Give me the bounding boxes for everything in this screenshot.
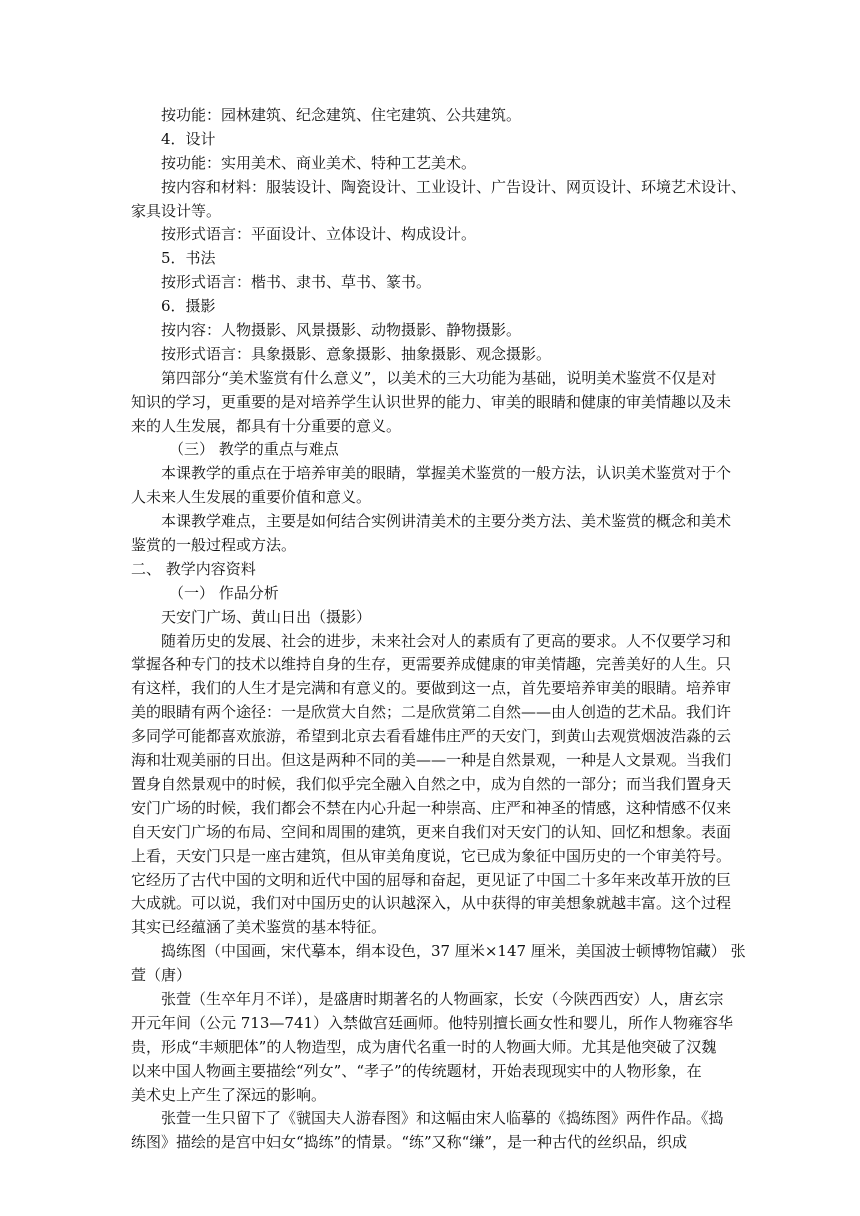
text-line: 其实已经蕴涵了美术鉴赏的基本特征。 <box>131 918 387 937</box>
text-line: 有这样，我们的人生才是完满和有意义的。要做到这一点，首先要培养审美的眼睛。培养审 <box>131 679 732 698</box>
text-line: 4．设计 <box>161 129 216 148</box>
text-line: 天安门广场、黄山日出（摄影） <box>161 607 372 626</box>
text-line: 安门广场的时候，我们都会不禁在内心升起一种崇高、庄严和神圣的情感，这种情感不仅来 <box>131 798 732 817</box>
text-line: 按内容：人物摄影、风景摄影、动物摄影、静物摄影。 <box>161 321 522 340</box>
text-line: 掌握各种专门的技术以维持自身的生存，更需要养成健康的审美情趣，完善美好的人生。只 <box>131 655 732 674</box>
text-line: 练图》描绘的是宫中妇女“捣练”的情景。“练”又称“缣”，是一种古代的丝织品，织成 <box>131 1133 688 1152</box>
text-line: 家具设计等。 <box>131 201 222 220</box>
text-line: （一） 作品分析 <box>169 583 279 602</box>
text-line: 鉴赏的一般过程或方法。 <box>131 536 297 555</box>
text-line: 随着历史的发展、社会的进步，未来社会对人的素质有了更高的要求。人不仅要学习和 <box>161 631 732 650</box>
text-line: 按形式语言：楷书、隶书、草书、篆书。 <box>161 273 432 292</box>
text-line: 自天安门广场的布局、空间和周围的建筑，更来自我们对天安门的认知、回忆和想象。表面 <box>131 822 732 841</box>
text-line: 它经历了古代中国的文明和近代中国的屈辱和奋起，更见证了中国二十多年来改革开放的巨 <box>131 870 732 889</box>
document-body <box>131 104 747 1155</box>
text-line: 张萱一生只留下了《虢国夫人游春图》和这幅由宋人临摹的《捣练图》两件作品。《捣 <box>161 1109 724 1128</box>
text-line: 按形式语言：具象摄影、意象摄影、抽象摄影、观念摄影。 <box>161 344 552 363</box>
text-line: 知识的学习，更重要的是对培养学生认识世界的能力、审美的眼睛和健康的审美情趣以及未 <box>131 392 732 411</box>
text-line: 本课教学的重点在于培养审美的眼睛，掌握美术鉴赏的一般方法，认识美术鉴赏对于个 <box>161 464 732 483</box>
text-line: （三） 教学的重点与难点 <box>169 440 339 459</box>
text-line: 海和壮观美丽的日出。但这是两种不同的美——一种是自然景观，一种是人文景观。当我们 <box>131 751 732 770</box>
text-line: 第四部分“美术鉴赏有什么意义”，以美术的三大功能为基础，说明美术鉴赏不仅是对 <box>161 368 717 387</box>
text-line: 美术史上产生了深远的影响。 <box>131 1085 327 1104</box>
text-line: 贵，形成“丰颊肥体”的人物造型，成为唐代名重一时的人物画大师。尤其是他突破了汉魏 <box>131 1037 717 1056</box>
text-line: 5．书法 <box>161 249 216 268</box>
text-line: 二、 教学内容资料 <box>131 559 256 578</box>
text-line: 美的眼睛有两个途径：一是欣赏大自然；二是欣赏第二自然——由人创造的艺术品。我们许 <box>131 703 732 722</box>
text-line: 按内容和材料：服装设计、陶瓷设计、工业设计、广告设计、网页设计、环境艺术设计、 <box>161 177 747 196</box>
text-line: 置身自然景观中的时候，我们似乎完全融入自然之中，成为自然的一部分；而当我们置身天 <box>131 774 732 793</box>
text-line: 本课教学难点，主要是如何结合实例讲清美术的主要分类方法、美术鉴赏的概念和美术 <box>161 512 732 531</box>
text-line: 人未来人生发展的重要价值和意义。 <box>131 488 372 507</box>
text-line: 多同学可能都喜欢旅游，希望到北京去看看雄伟庄严的天安门，到黄山去观赏烟波浩淼的云 <box>131 727 732 746</box>
text-line: 开元年间（公元 713—741）入禁做宫廷画师。他特别擅长画女性和婴儿，所作人物雍容华 <box>131 1013 734 1032</box>
text-line: 大成就。可以说，我们对中国历史的认识越深入，从中获得的审美想象就越丰富。这个过程 <box>131 894 732 913</box>
text-line: 按功能：实用美术、商业美术、特种工艺美术。 <box>161 153 477 172</box>
text-line: 按形式语言：平面设计、立体设计、构成设计。 <box>161 225 477 244</box>
text-line: 按功能：园林建筑、纪念建筑、住宅建筑、公共建筑。 <box>161 106 522 124</box>
text-line: 来的人生发展，都具有十分重要的意义。 <box>131 416 402 435</box>
text-line: 6．摄影 <box>161 297 216 316</box>
text-line: 捣练图（中国画，宋代摹本，绢本设色，37 厘米×147 厘米，美国波士顿博物馆藏） 张 <box>161 942 746 961</box>
text-line: 张萱（生卒年月不详），是盛唐时期著名的人物画家，长安（今陕西西安）人，唐玄宗 <box>161 989 724 1008</box>
text-line: 上看，天安门只是一座古建筑，但从审美角度说，它已成为象征中国历史的一个审美符号。 <box>131 846 732 865</box>
text-line: 萱（唐） <box>131 966 192 985</box>
text-line: 以来中国人物画主要描绘“列女”、“孝子”的传统题材，开始表现现实中的人物形象，在 <box>131 1061 702 1080</box>
